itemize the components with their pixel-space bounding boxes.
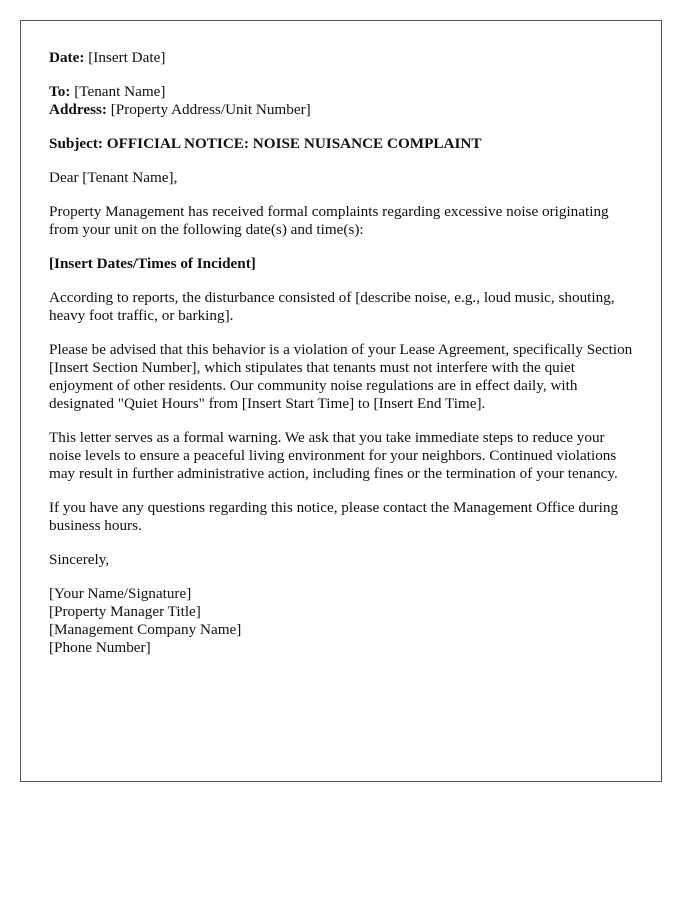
subject-value: OFFICIAL NOTICE: NOISE NUISANCE COMPLAINT (106, 135, 482, 152)
paragraph-disturbance: According to reports, the disturbance consisted of [describe noise, e.g., loud music, shouting, heavy foot traffic, or barking]. (49, 289, 615, 324)
paragraph-contact: If you have any questions regarding this notice, please contact the Management Office during business hours. (49, 499, 619, 534)
date-line (49, 49, 633, 67)
date-label: Date: (49, 49, 85, 66)
paragraph-lease-violation: Please be advised that this behavior is a violation of your Lease Agreement, specifically Section [Insert Section Number], which stipulates that tenants must not interfere with the quiet enjoyment of other residents. Our community noise regulations are in effect daily, with designated "Quiet Hours" from [Insert Start Time] to [Insert End Time]. (49, 341, 633, 412)
address-label: Address: (49, 101, 107, 118)
address-value: [Property Address/Unit Number] (110, 101, 311, 118)
signature-name: [Your Name/Signature] (49, 585, 192, 602)
greeting: Dear [Tenant Name], (49, 169, 178, 186)
subject-line (49, 135, 633, 153)
to-value: [Tenant Name] (74, 83, 166, 100)
incident-placeholder: [Insert Dates/Times of Incident] (49, 255, 256, 272)
paragraph-complaints: Property Management has received formal complaints regarding excessive noise originating from your unit on the following date(s) and time(s): (49, 203, 609, 238)
date-value: [Insert Date] (88, 49, 166, 66)
to-line (49, 83, 633, 101)
closing: Sincerely, (49, 551, 110, 568)
signature-company: [Management Company Name] (49, 621, 242, 638)
signature-block (49, 585, 633, 657)
address-line (49, 101, 633, 119)
paragraph-warning: This letter serves as a formal warning. We ask that you take immediate steps to reduce your noise levels to ensure a peaceful living environment for your neighbors. Continued violations may result in further administrative action, including fines or the termination of your tenancy. (49, 429, 618, 482)
subject-label: Subject: (49, 135, 103, 152)
recipient-block (49, 83, 633, 119)
signature-phone: [Phone Number] (49, 639, 151, 656)
notice-letter (20, 20, 662, 782)
signature-title: [Property Manager Title] (49, 603, 201, 620)
to-label: To: (49, 83, 71, 100)
